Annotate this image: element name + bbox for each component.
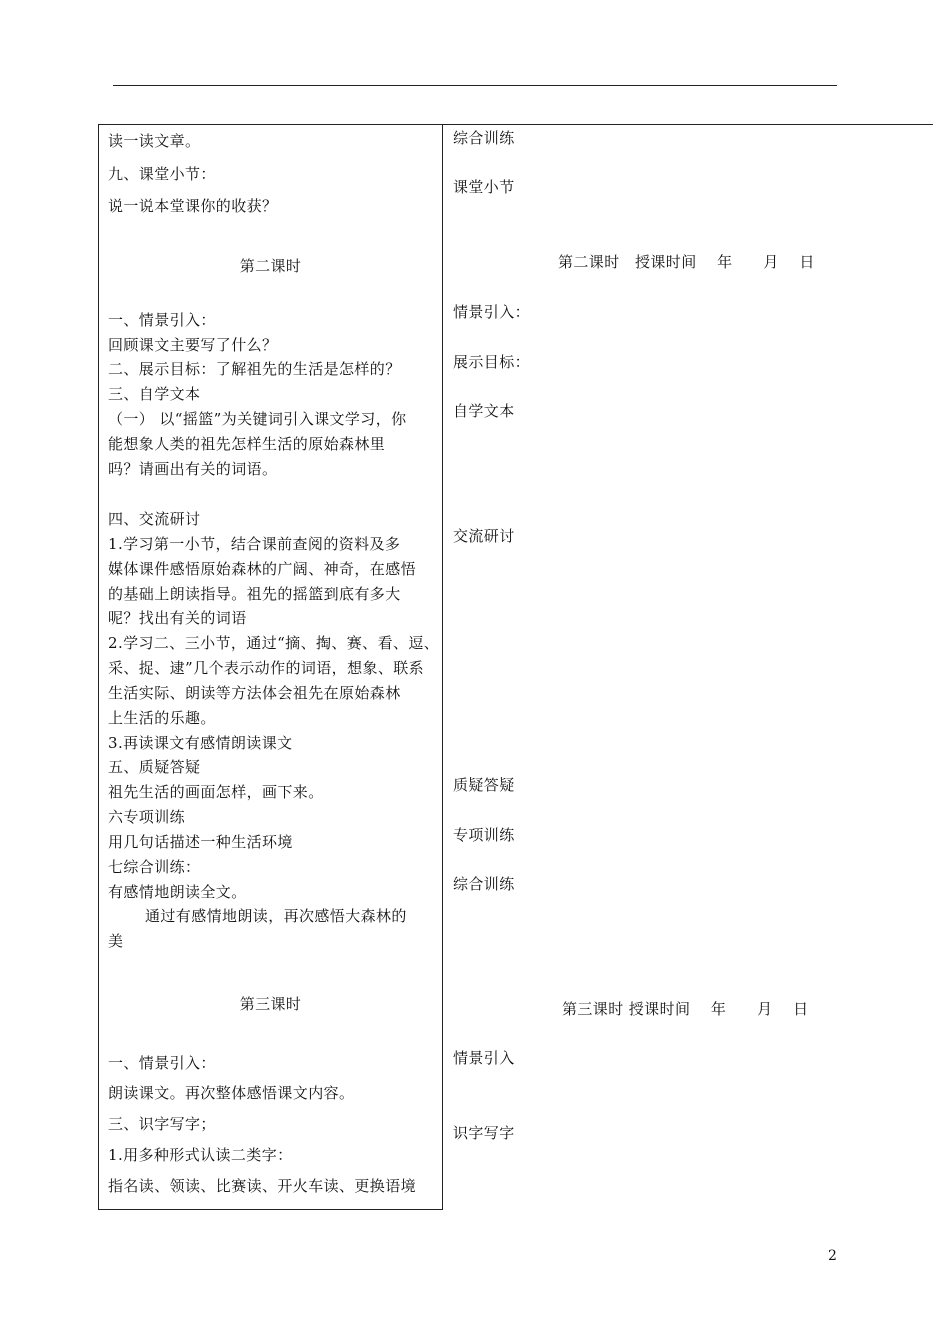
left-text-line: 通过有感情地朗读，再次感悟大森林的 <box>145 907 407 925</box>
left-text-line: 1.学习第一小节，结合课前查阅的资料及多 <box>108 535 401 553</box>
left-text-line: 媒体课件感悟原始森林的广阔、神奇，在感悟 <box>108 560 417 578</box>
left-text-line: 吗？请画出有关的词语。 <box>108 460 278 478</box>
left-text-line: 采、捉、逮”几个表示动作的词语，想象、联系 <box>108 659 425 677</box>
left-text-line: 朗读课文。再次整体感悟课文内容。 <box>108 1084 355 1102</box>
left-text-line: 九、课堂小节： <box>108 165 216 183</box>
lesson-2-heading: 第二课时 <box>239 257 302 275</box>
left-text-line: 有感情地朗读全文。 <box>108 883 247 901</box>
left-text-line: （一） 以“摇篮”为关键词引入课文学习，你 <box>108 410 407 428</box>
right-section-label: 交流研讨 <box>453 527 515 545</box>
left-text-line: 生活实际、朗读等方法体会祖先在原始森林 <box>108 684 401 702</box>
left-text-line: 呢？找出有关的词语 <box>108 609 247 627</box>
right-section-label: 综合训练 <box>453 129 515 147</box>
left-text-line: 1.用多种形式认读二类字： <box>108 1146 293 1164</box>
right-section-label: 质疑答疑 <box>453 776 515 794</box>
left-text-line: 五、质疑答疑 <box>108 758 201 776</box>
left-text-line: 三、自学文本 <box>108 385 201 403</box>
right-section-label: 课堂小节 <box>453 178 515 196</box>
right-section-label: 展示目标： <box>453 353 531 371</box>
page-number: 2 <box>828 1248 837 1264</box>
right-section-label: 综合训练 <box>453 875 515 893</box>
left-text-line: 祖先生活的画面怎样，画下来。 <box>108 783 324 801</box>
left-text-line: 指名读、领读、比赛读、开火车读、更换语境 <box>108 1177 417 1195</box>
right-section-label: 识字写字 <box>453 1124 515 1142</box>
left-column-bottom-border <box>98 1209 443 1210</box>
right-section-label: 情景引入 <box>453 1049 515 1067</box>
left-text-line: 四、交流研讨 <box>108 510 201 528</box>
header-rule <box>113 85 837 86</box>
left-text-line: 能想象人类的祖先怎样生活的原始森林里 <box>108 435 386 453</box>
lesson-2-time-line: 第二课时 授课时间 年 月 日 <box>558 253 815 271</box>
left-text-line: 上生活的乐趣。 <box>108 709 216 727</box>
column-divider <box>442 124 443 1209</box>
left-text-line: 2.学习二、三小节，通过“摘、掏、赛、看、逗、 <box>108 634 440 652</box>
left-text-line: 美 <box>108 932 124 950</box>
left-text-line: 三、识字写字； <box>108 1115 216 1133</box>
right-section-label: 情景引入： <box>453 303 531 321</box>
right-section-label: 自学文本 <box>453 402 515 420</box>
right-section-label: 专项训练 <box>453 826 515 844</box>
left-text-line: 一、情景引入： <box>108 311 216 329</box>
lesson-3-time-line: 第三课时 授课时间 年 月 日 <box>562 1000 809 1018</box>
left-text-line: 二、展示目标：了解祖先的生活是怎样的？ <box>108 360 401 378</box>
left-text-line: 回顾课文主要写了什么？ <box>108 336 278 354</box>
left-text-line: 七综合训练： <box>108 858 201 876</box>
left-text-line: 六专项训练 <box>108 808 186 826</box>
lesson-3-heading: 第三课时 <box>239 995 302 1013</box>
left-text-line: 用几句话描述一种生活环境 <box>108 833 293 851</box>
left-text-line: 说一说本堂课你的收获？ <box>108 197 278 215</box>
left-text-line: 读一读文章。 <box>108 132 201 150</box>
left-text-line: 的基础上朗读指导。祖先的摇篮到底有多大 <box>108 585 401 603</box>
left-text-line: 一、情景引入： <box>108 1054 216 1072</box>
left-text-line: 3.再读课文有感情朗读课文 <box>108 734 293 752</box>
